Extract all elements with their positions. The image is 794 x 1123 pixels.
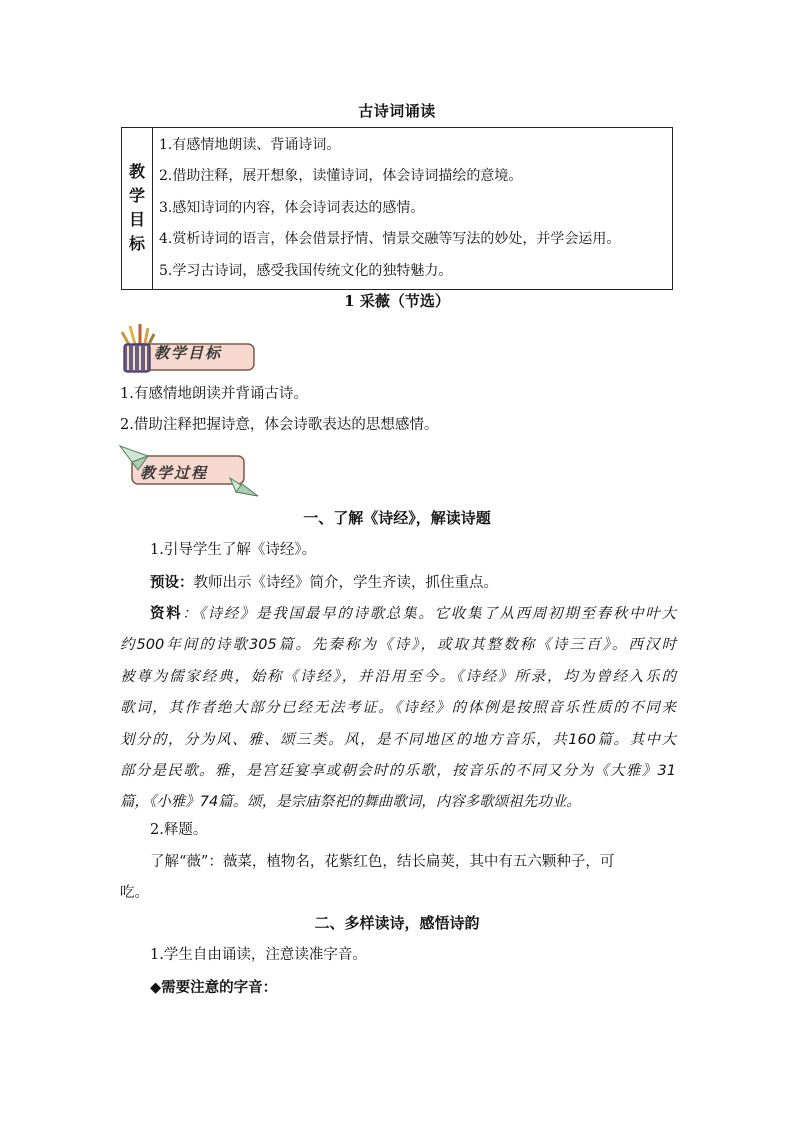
goal-item: 1.有感情地朗读、背诵诗词。 bbox=[159, 137, 341, 153]
preset-paragraph bbox=[150, 567, 676, 599]
process-banner-label: 教学过程 bbox=[140, 464, 209, 482]
objective-item: 2.借助注释把握诗意，体会诗歌表达的思想感情。 bbox=[120, 417, 439, 433]
note-text: ◆需要注意的字音： bbox=[150, 979, 278, 996]
page-title: 古诗词诵读 bbox=[358, 102, 436, 120]
lesson-title: 1 采薇（节选） bbox=[344, 292, 450, 310]
process-banner bbox=[118, 444, 262, 498]
material-line: 歌词，其作者绝大部分已经无法考证。《诗经》的体例是按照音乐性质的不同来 bbox=[120, 700, 676, 717]
material-label: 资料 bbox=[150, 605, 183, 622]
goals-body-cell bbox=[153, 128, 673, 290]
material-line: 约500年间的诗歌305篇。先秦称为《诗》，或取其整数称《诗三百》。西汉时 bbox=[120, 637, 676, 654]
objectives-banner-label: 教学目标 bbox=[154, 344, 223, 362]
goals-header-char: 目 bbox=[128, 210, 145, 230]
material-text: ：《诗经》是我国最早的诗歌总集。它收集了从西周初期至春秋中叶大 bbox=[182, 606, 676, 622]
material-line bbox=[120, 598, 676, 630]
goal-item: 3.感知诗词的内容，体会诗词表达的感情。 bbox=[159, 199, 425, 216]
section-heading: 二、多样读诗，感悟诗韵 bbox=[314, 914, 480, 932]
step-text: 1.引导学生了解《诗经》。 bbox=[150, 542, 317, 558]
explain-line: 吃。 bbox=[120, 885, 149, 901]
goal-item: 5.学习古诗词，感受我国传统文化的独特魅力。 bbox=[159, 262, 453, 279]
objective-item: 1.有感情地朗读并背诵古诗。 bbox=[120, 386, 308, 402]
objectives-banner bbox=[118, 320, 258, 376]
section-heading: 一、了解《诗经》，解读诗题 bbox=[303, 509, 491, 527]
goals-table bbox=[121, 127, 673, 290]
explain-line: 了解“薇”：薇菜，植物名，花紫红色，结长扁荚，其中有五六颗种子，可 bbox=[150, 854, 615, 870]
goal-item: 4.赏析诗词的语言，体会借景抒情、情景交融等写法的妙处，并学会运用。 bbox=[159, 231, 621, 248]
goals-header-char: 标 bbox=[128, 234, 145, 254]
material-line: 划分的，分为风、雅、颂三类。风，是不同地区的地方音乐，共160篇。其中大 bbox=[120, 731, 676, 748]
goal-item: 2.借助注释，展开想象，读懂诗词，体会诗词描绘的意境。 bbox=[159, 168, 523, 185]
material-line: 被尊为儒家经典，始称《诗经》，并沿用至今。《诗经》所录，均为曾经入乐的 bbox=[120, 668, 676, 685]
material-paragraph bbox=[120, 598, 676, 819]
material-line: 篇，《小雅》74篇。颂，是宗庙祭祀的舞曲歌词，内容多歌颂祖先功业。 bbox=[120, 794, 581, 811]
preset-text: 教师出示《诗经》简介，学生齐读，抓住重点。 bbox=[193, 575, 498, 591]
preset-label: 预设： bbox=[150, 574, 194, 591]
goals-header-char: 学 bbox=[128, 186, 145, 206]
step-text: 2.释题。 bbox=[150, 822, 208, 838]
goals-header-char: 教 bbox=[128, 162, 145, 182]
goals-header-cell bbox=[122, 128, 153, 290]
material-line: 部分是民歌。雅，是宫廷宴享或朝会时的乐歌，按音乐的不同又分为《大雅》31 bbox=[120, 763, 676, 780]
step-text: 1.学生自由诵读，注意读准字音。 bbox=[150, 947, 367, 963]
